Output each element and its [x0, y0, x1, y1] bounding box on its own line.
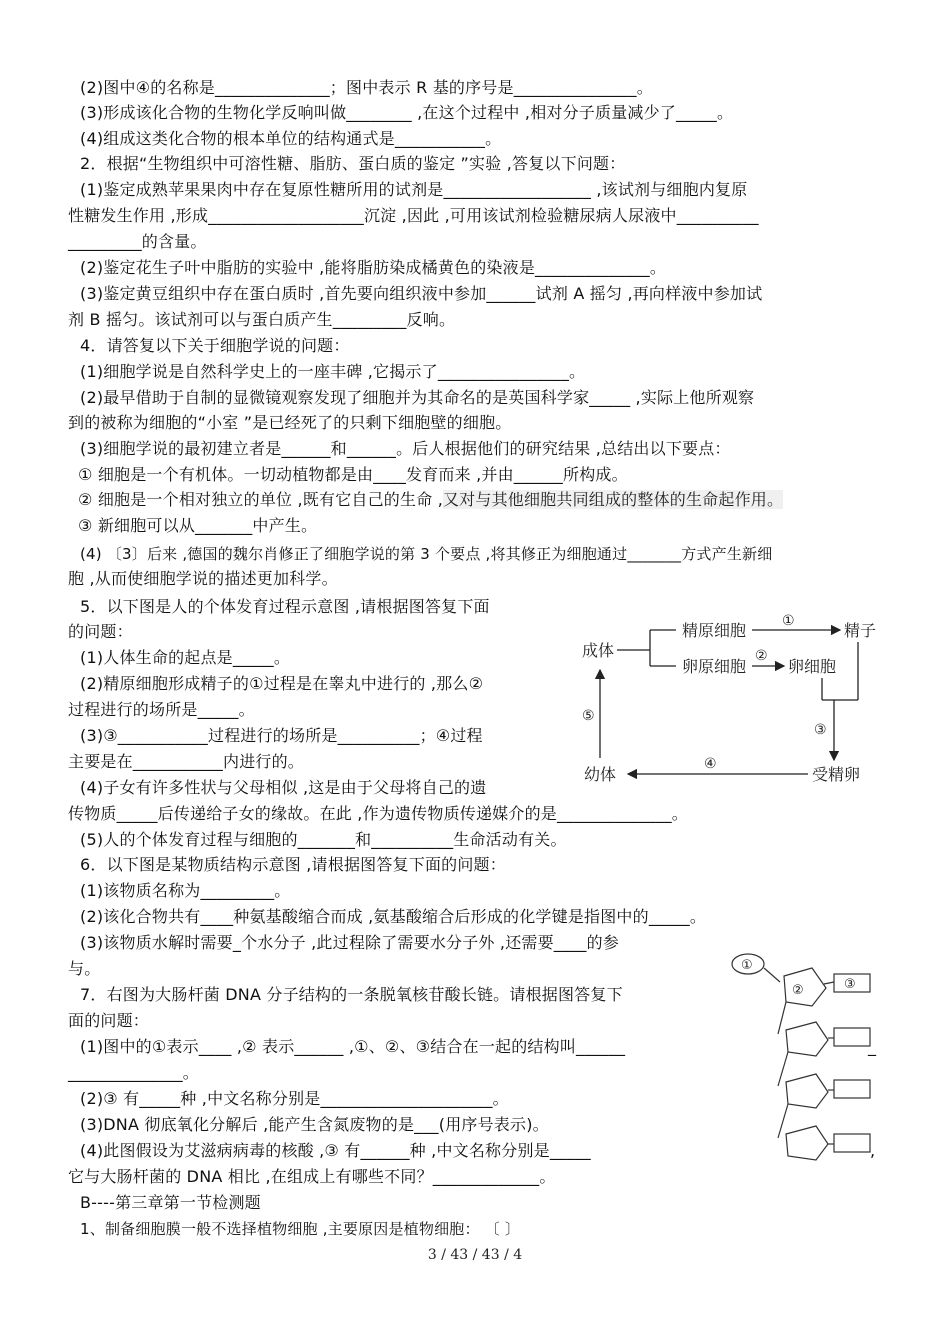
text-line: (2)③ 有_____种 ,中文名称分别是_____________________。: [80, 1089, 509, 1108]
text-line: (4)此图假设为艾滋病病毒的核酸 ,③ 有______种 ,中文名称分别是_____: [80, 1141, 591, 1160]
num-2: ②: [755, 648, 768, 664]
text-line: 胞 ,从而使细胞学说的描述更加科学。: [68, 569, 338, 588]
text-line: (1)人体生命的起点是_____。: [80, 648, 291, 667]
text-line: 主要是在___________内进行的。: [68, 752, 305, 771]
text-line: 性糖发生作用 ,形成___________________沉淀 ,因此 ,可用该试剂检验糖尿病人尿液中__________: [68, 206, 759, 225]
text-line: 过程进行的场所是_____。: [68, 700, 255, 719]
question-heading: 5．以下图是人的个体发育过程示意图 ,请根据图答复下面: [80, 597, 490, 616]
text-line: (1)图中的①表示____ ,② 表示______ ,①、②、③结合在一起的结构叫______: [80, 1037, 626, 1056]
text-mark: _: [868, 1037, 877, 1056]
base-rect: [834, 1134, 870, 1152]
text-line: 到的被称为细胞的“小室 ”是已经死了的只剩下细胞壁的细胞。: [68, 413, 512, 432]
text-line: (2)图中④的名称是______________；图中表示 R 基的序号是_______________。: [80, 78, 653, 97]
text-span: ② 细胞是一个相对独立的单位 ,既有它自己的生命 ,: [78, 490, 443, 509]
num-4: ④: [704, 756, 717, 772]
label-youti: 幼体: [584, 765, 617, 784]
label-jingyuan: 精原细胞: [682, 621, 747, 640]
num-3: ③: [844, 977, 856, 992]
text-line: ______________。: [68, 1063, 199, 1082]
page-footer: 3 / 43 / 43 / 4: [427, 1247, 523, 1263]
question-heading: 6．以下图是某物质结构示意图 ,请根据图答复下面的问题：: [80, 855, 506, 874]
num-3: ③: [814, 722, 827, 738]
question-heading: 4．请答复以下关于细胞学说的问题：: [80, 336, 350, 355]
sugar-pentagon: [784, 968, 826, 1006]
text-line: [78, 488, 783, 512]
text-line: 面的问题：: [68, 1011, 150, 1030]
text-mark: ,: [870, 1141, 876, 1160]
text-line: (4)组成这类化合物的根本单位的结构通式是___________。: [80, 129, 502, 148]
sugar-pentagon: [786, 1074, 828, 1108]
label-shoujingluan: 受精卵: [812, 765, 861, 784]
text-line: ① 细胞是一个有机体。一切动植物都是由____发育而来 ,并由______所构成。: [78, 465, 628, 484]
text-line: 1、制备细胞膜一般不选择植物细胞 ,主要原因是植物细胞： 〔 〕: [80, 1220, 521, 1238]
text-line: (4)子女有许多性状与父母相似 ,这是由于父母将自己的遗: [80, 778, 487, 797]
text-line: (1)细胞学说是自然科学史上的一座丰碑 ,它揭示了________________。: [80, 362, 586, 381]
num-2: ②: [792, 983, 804, 998]
text-line: (3)DNA 彻底氧化分解后 ,能产生含氮废物的是___(用序号表示)。: [80, 1115, 549, 1134]
text-line: (3)细胞学说的最初建立者是______和______。后人根据他们的研究结果 ,总结出以下要点：: [80, 439, 731, 458]
text-line: (2)精原细胞形成精子的①过程是在睾丸中进行的 ,那么②: [80, 674, 484, 693]
text-line: (2)该化合物共有____种氨基酸缩合而成 ,氨基酸缩合后形成的化学键是指图中的_____。: [80, 907, 707, 926]
label-jingzi: 精子: [844, 621, 877, 640]
bond-line: [824, 982, 834, 984]
question-heading: 2．根据“生物组织中可溶性糖、脂肪、蛋白质的鉴定 ”实验 ,答复以下问题：: [80, 154, 626, 173]
text-line: 它与大肠杆菌的 DNA 相比 ,在组成上有哪些不同？_____________。: [68, 1167, 556, 1186]
text-line: _________的含量。: [68, 232, 207, 251]
num-1: ①: [782, 613, 795, 629]
section-heading: B----第三章第一节检测题: [80, 1193, 261, 1212]
backbone-line: [778, 1104, 788, 1138]
sugar-pentagon: [786, 1022, 828, 1056]
text-line: (3)③___________过程进行的场所是__________；④过程: [80, 726, 483, 745]
text-line: 剂 B 摇匀。该试剂可以与蛋白质产生_________反响。: [68, 310, 456, 329]
text-line: (2)最早借助于自制的显微镜观察发现了细胞并为其命名的是英国科学家_____ ,实际上他所观察: [80, 388, 755, 407]
text-line: ③ 新细胞可以从_______中产生。: [78, 516, 318, 535]
backbone-line: [778, 1002, 786, 1034]
text-line: (3)该物质水解时需要_个水分子 ,此过程除了需要水分子外 ,还需要____的参: [80, 933, 620, 952]
development-diagram: [572, 608, 882, 800]
num-1: ①: [741, 958, 753, 973]
text-line: (2)鉴定花生子叶中脂肪的实验中 ,能将脂肪染成橘黄色的染液是______________。: [80, 258, 667, 277]
text-line: (3)鉴定黄豆组织中存在蛋白质时 ,首先要向组织液中参加______试剂 A 摇匀 ,再向样液中参加试: [80, 284, 763, 303]
num-5: ⑤: [582, 708, 595, 724]
base-rect: [834, 1028, 870, 1046]
base-rect: [834, 1080, 870, 1098]
question-heading: 7．右图为大肠杆菌 DNA 分子结构的一条脱氧核苷酸长链。请根据图答复下: [80, 985, 623, 1004]
highlighted-text: 又对与其他细胞共同组成的整体的生命起作用。: [442, 490, 784, 509]
text-line: 的问题：: [68, 622, 133, 641]
backbone-line: [778, 1052, 788, 1086]
label-luanyuan: 卵原细胞: [682, 657, 747, 676]
text-line: 传物质_____后传递给子女的缘故。在此 ,作为遗传物质传递媒介的是______________。: [68, 804, 688, 823]
text-line: (4) 〔3〕后来 ,德国的魏尔肖修正了细胞学说的第 3 个要点 ,将其修正为细胞通过_______方式产生新细: [80, 545, 773, 563]
text-line: (1)该物质名称为_________。: [80, 881, 291, 900]
sugar-pentagon: [786, 1126, 828, 1160]
label-luanxibao: 卵细胞: [788, 657, 837, 676]
text-line: 与。: [68, 959, 101, 978]
text-line: (1)鉴定成熟苹果果肉中存在复原性糖所用的试剂是__________________ ,该试剂与细胞内复原: [80, 180, 748, 199]
bond-line: [764, 968, 780, 982]
text-line: (3)形成该化合物的生物化学反响叫做________ ,在这个过程中 ,相对分子质量减少了_____。: [80, 103, 734, 122]
text-line: (5)人的个体发育过程与细胞的_______和__________生命活动有关。: [80, 830, 567, 849]
label-chengti: 成体: [582, 641, 615, 660]
dna-chain-diagram: [728, 948, 888, 1190]
